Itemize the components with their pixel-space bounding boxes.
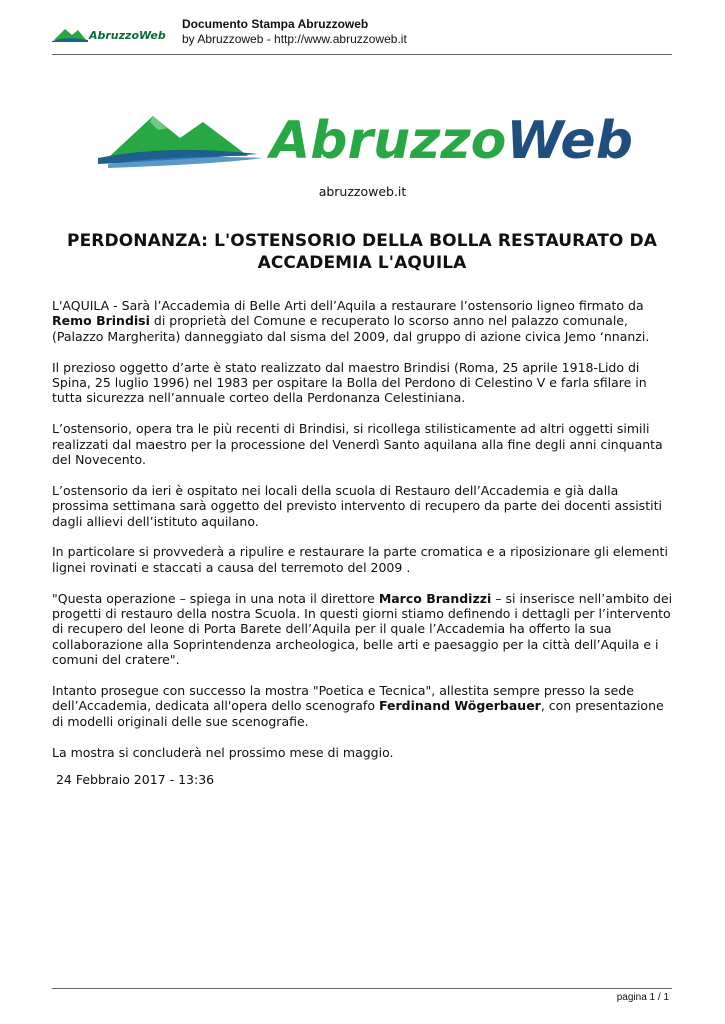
mountain-icon [52, 29, 88, 42]
site-caption: abruzzoweb.it [318, 184, 407, 199]
logo-text-web: Web [506, 111, 633, 171]
abruzzoweb-logo [98, 108, 633, 171]
header-title: Documento Stampa Abruzzoweb [182, 17, 369, 31]
logo-text-abruzzo: Abruzzo [270, 111, 507, 171]
paragraph: Il prezioso oggetto d’arte è stato realizzato dal maestro Brindisi (Roma, 25 aprile 1918-Lido di Spina, 25 luglio 1996) nel 1983 per ospitare la Bolla del Perdono di Celestino V e farla sfilare in tutta sicurezza nell’annuale corteo della Perdonanza Celestiniana. [52, 359, 647, 406]
article-body [52, 298, 674, 775]
article-title: PERDONANZA: L'OSTENSORIO DELLA BOLLA RESTAURATO DA ACCADEMIA L'AQUILA [67, 231, 657, 273]
print-header [52, 14, 672, 54]
bold-name: Marco Brandizzi [378, 590, 492, 606]
page-number: pagina 1 / 1 [616, 992, 669, 1003]
paragraph: Intanto prosegue con successo la mostra "Poetica e Tecnica", allestita sempre presso la sede dell’Accademia, dedicata all'opera dello scenografo Ferdinand Wögerbauer, con presentazione di modelli originali delle sue scenografie. [52, 683, 664, 729]
mountain-logo-icon [98, 116, 263, 168]
paragraph: L'AQUILA - Sarà l’Accademia di Belle Arti dell’Aquila a restaurare l’ostensorio ligneo firmato da Remo Brindisi di proprietà del Comune e recuperato lo scorso anno nel palazzo comunale, (Palazzo Margherita) danneggiato dal sisma del 2009, dal gruppo di azione civica Jemo ‘nnanzi. [52, 298, 650, 344]
footer-divider [52, 988, 672, 989]
bold-name: Remo Brindisi [52, 313, 150, 329]
paragraph: "Questa operazione – spiega in una nota il direttore Marco Brandizzi – si inserisce nell’ambito dei progetti di restauro della nostra Scuola. In questi giorni stiamo definendo i dettagli per l’intervento di recupero del leone di Porta Barete dell’Aquila per il quale l’Accademia ha offerto la sua collaborazione alla Soprintendenza archeologica, belle arti e paesaggio per la città dell’Aquila e i comuni del cratere". [52, 590, 673, 668]
header-logo-text: AbruzzoWeb [89, 29, 166, 42]
svg-text:AbruzzoWeb [266, 111, 633, 171]
article-date: 24 Febbraio 2017 - 13:36 [52, 772, 215, 787]
paragraph: In particolare si provvederà a ripulire e restaurare la parte cromatica e a riposizionare gli elementi lignei rovinati e staccati a causa del terremoto del 2009 . [52, 544, 668, 575]
paragraph: L’ostensorio, opera tra le più recenti di Brindisi, si ricollega stilisticamente ad altri oggetti simili realizzati dal maestro per la processione del Venerdì Santo aquilana alla fine degli anni cinquanta del Novecento. [52, 421, 663, 468]
header-divider [52, 54, 672, 55]
bold-name: Ferdinand Wögerbauer [378, 698, 541, 714]
header-logo [52, 22, 166, 44]
header-subtitle: by Abruzzoweb - http://www.abruzzoweb.it [182, 32, 407, 46]
paragraph: L’ostensorio da ieri è ospitato nei locali della scuola di Restauro dell’Accademia e già dalla prossima settimana sarà oggetto del previsto intervento di recupero da parte dei docenti assistiti dagli allievi dell’istituto aquilano. [52, 482, 662, 529]
paragraph: La mostra si concluderà nel prossimo mese di maggio. [52, 744, 394, 760]
